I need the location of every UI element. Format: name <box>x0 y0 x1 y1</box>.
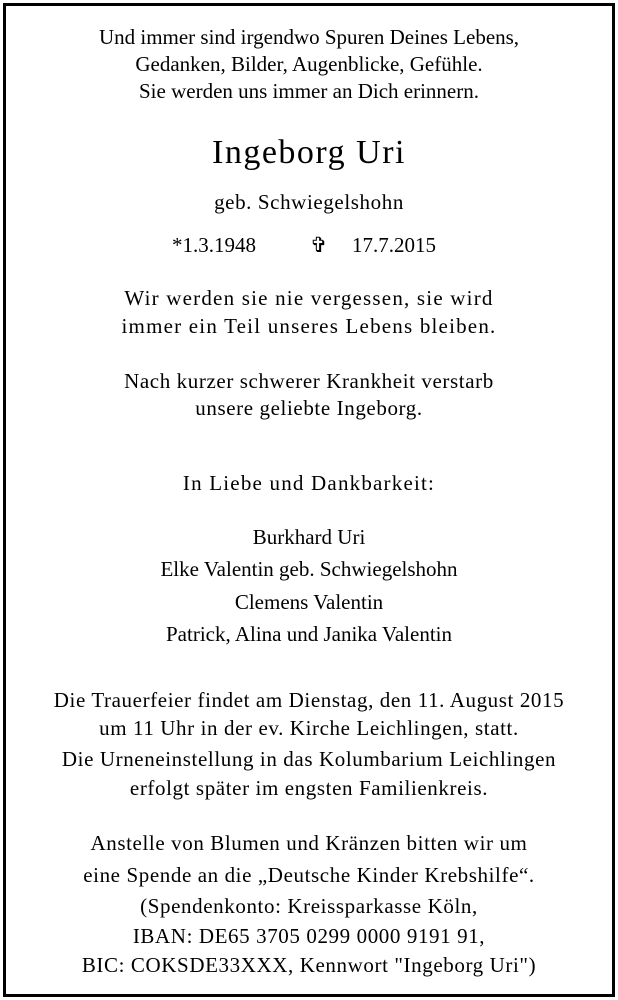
donation-line-5: BIC: COKSDE33XXX, Kennwort "Ingeborg Uri") <box>81 953 537 977</box>
deceased-name: Ingeborg Uri <box>212 134 406 171</box>
verse-line-2: Gedanken, Bilder, Augenblicke, Gefühle. <box>135 52 483 76</box>
ceremony-line-1: Die Trauerfeier findet am Dienstag, den 11. August 2015 <box>53 688 565 712</box>
donation-line-4: IBAN: DE65 3705 0299 0000 9191 91, <box>132 924 486 948</box>
life-dates <box>0 230 618 260</box>
donation-line-1: Anstelle von Blumen und Kränzen bitten wir um <box>90 831 528 855</box>
remembrance-line-1: Wir werden sie nie vergessen, sie wird <box>124 286 494 310</box>
gratitude-heading: In Liebe und Dankbarkeit: <box>182 471 436 495</box>
ceremony-line-4: erfolgt später im engsten Familienkreis. <box>129 776 489 800</box>
cross-icon: ✞ <box>310 233 328 257</box>
ceremony-line-2: um 11 Uhr in der ev. Kirche Leichlingen, statt. <box>99 716 519 740</box>
announcement-line-1: Nach kurzer schwerer Krankheit verstarb <box>124 369 494 393</box>
birth-date: *1.3.1948 <box>172 233 256 257</box>
donation-line-2: eine Spende an die „Deutsche Kinder Krebshilfe“. <box>83 863 535 887</box>
death-date: 17.7.2015 <box>352 233 436 257</box>
mourner-4: Patrick, Alina und Janika Valentin <box>166 622 452 646</box>
donation-line-3: (Spendenkonto: Kreissparkasse Köln, <box>140 894 478 918</box>
mourner-3: Clemens Valentin <box>234 590 384 614</box>
verse-line-1: Und immer sind irgendwo Spuren Deines Lebens, <box>98 25 520 49</box>
mourner-1: Burkhard Uri <box>252 525 366 549</box>
announcement-line-2: unsere geliebte Ingeborg. <box>195 396 423 420</box>
mourner-2: Elke Valentin geb. Schwiegelshohn <box>160 557 458 581</box>
verse-line-3: Sie werden uns immer an Dich erinnern. <box>139 79 479 103</box>
ceremony-line-3: Die Urneneinstellung in das Kolumbarium Leichlingen <box>61 747 557 771</box>
remembrance-line-2: immer ein Teil unseres Lebens bleiben. <box>121 314 497 338</box>
maiden-name: geb. Schwiegelshohn <box>214 190 404 214</box>
